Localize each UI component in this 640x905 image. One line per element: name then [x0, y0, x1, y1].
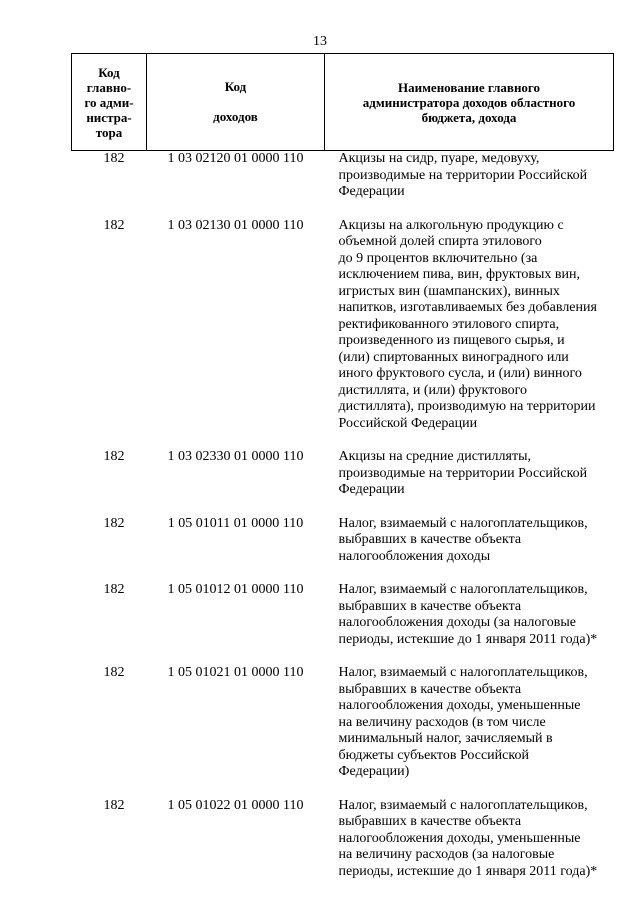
revenue-name-line: выбравших в качестве объекта	[338, 681, 522, 697]
revenue-name-line: выбравших в качестве объекта	[338, 814, 522, 829]
revenue-name-line: периоды, истекшие до 1 января 2011 года)*	[338, 631, 598, 647]
revenue-name-line: на величину расходов (за налоговые	[338, 847, 555, 862]
revenue-name-cell	[325, 582, 614, 665]
table-row	[72, 582, 614, 665]
income-code-cell: 1 05 01012 01 0000 110	[167, 582, 304, 597]
table-row	[72, 665, 614, 798]
revenue-name-cell	[325, 516, 614, 583]
revenue-name-line: Федерации)	[338, 764, 410, 779]
income-code-cell: 1 05 01021 01 0000 110	[167, 665, 304, 680]
revenue-name-line: выбравших в качестве объекта	[338, 532, 522, 547]
revenue-name-cell	[325, 449, 614, 516]
revenue-name-line: налогообложения доходы, уменьшенные	[338, 830, 581, 846]
admin-code-cell: 182	[103, 151, 125, 166]
revenue-name-line: до 9 процентов включительно (за	[338, 250, 538, 266]
revenue-name-line: Акцизы на сидр, пуаре, медовуху,	[338, 151, 540, 166]
admin-code-cell: 182	[103, 515, 125, 531]
revenue-name-line: дистиллята), производимую на территории	[338, 399, 596, 414]
revenue-name-line: минимальный налог, зачисляемый в	[338, 731, 553, 746]
revenue-name-line: иного фруктового сусла, и (или) винного	[338, 366, 582, 381]
revenue-name-line: на величину расходов (в том числе	[338, 714, 546, 730]
revenue-name-line: налогообложения доходы	[338, 548, 491, 564]
revenue-name-cell	[325, 665, 614, 798]
table-row	[72, 516, 614, 583]
admin-code-cell: 182	[103, 217, 125, 233]
revenue-name-line: налогообложения доходы (за налоговые	[338, 615, 576, 630]
income-code-cell: 1 03 02130 01 0000 110	[167, 217, 304, 233]
table-row	[72, 151, 614, 218]
revenue-name-line: налогообложения доходы, уменьшенные	[338, 698, 581, 713]
table-header-row	[72, 54, 614, 151]
revenue-table	[71, 53, 614, 897]
header-name: Наименование главного администратора доходов областного бюджета, дохода	[325, 54, 614, 151]
admin-code-cell: 182	[103, 449, 125, 464]
revenue-name-line: бюджеты субъектов Российской	[338, 747, 529, 763]
table-row	[72, 798, 614, 898]
income-code-cell: 1 05 01011 01 0000 110	[167, 515, 304, 531]
revenue-name-line: Российской Федерации	[338, 415, 478, 431]
revenue-name-line: Акцизы на алкогольную продукцию с	[338, 217, 564, 233]
revenue-name-line: производимые на территории Российской	[338, 167, 588, 183]
revenue-name-line: Акцизы на средние дистилляты,	[338, 449, 531, 464]
revenue-name-line: напитков, изготавливаемых без добавления	[338, 300, 597, 315]
revenue-name-line: произведенного из пищевого сырья, и	[338, 333, 565, 348]
revenue-name-line: исключением пива, вин, фруктовых вин,	[338, 267, 580, 282]
revenue-name-cell	[325, 218, 614, 450]
admin-code-cell: 182	[103, 665, 125, 680]
revenue-name-line: выбравших в качестве объекта	[338, 598, 522, 614]
table-row	[72, 449, 614, 516]
income-code-cell: 1 03 02120 01 0000 110	[167, 151, 304, 166]
income-code-cell: 1 05 01022 01 0000 110	[167, 797, 304, 813]
revenue-name-line: Налог, взимаемый с налогоплательщиков,	[338, 515, 588, 531]
header-income-code: Код доходов	[147, 54, 325, 151]
revenue-name-line: Налог, взимаемый с налогоплательщиков,	[338, 797, 588, 813]
revenue-name-cell	[325, 798, 614, 898]
revenue-name-line: производимые на территории Российской	[338, 465, 588, 481]
revenue-name-line: периоды, истекшие до 1 января 2011 года)*	[338, 863, 598, 879]
header-admin-code: Код главно- го адми- нистра- тора	[72, 54, 147, 151]
revenue-name-line: Федерации	[338, 184, 405, 199]
revenue-name-line: (или) спиртованных виноградного или	[338, 349, 569, 365]
revenue-name-line: дистиллята, и (или) фруктового	[338, 382, 527, 398]
table-row	[72, 218, 614, 450]
revenue-name-cell	[325, 151, 614, 218]
admin-code-cell: 182	[103, 797, 125, 813]
revenue-name-line: Федерации	[338, 482, 405, 497]
revenue-name-line: ректификованного этилового спирта,	[338, 316, 560, 332]
income-code-cell: 1 03 02330 01 0000 110	[167, 449, 304, 464]
revenue-name-line: игристых вин (шампанских), винных	[338, 283, 560, 299]
revenue-name-line: Налог, взимаемый с налогоплательщиков,	[338, 582, 588, 597]
revenue-name-line: объемной долей спирта этилового	[338, 234, 542, 249]
revenue-name-line: Налог, взимаемый с налогоплательщиков,	[338, 665, 588, 680]
admin-code-cell: 182	[103, 582, 125, 597]
page-number: 13	[313, 34, 327, 49]
